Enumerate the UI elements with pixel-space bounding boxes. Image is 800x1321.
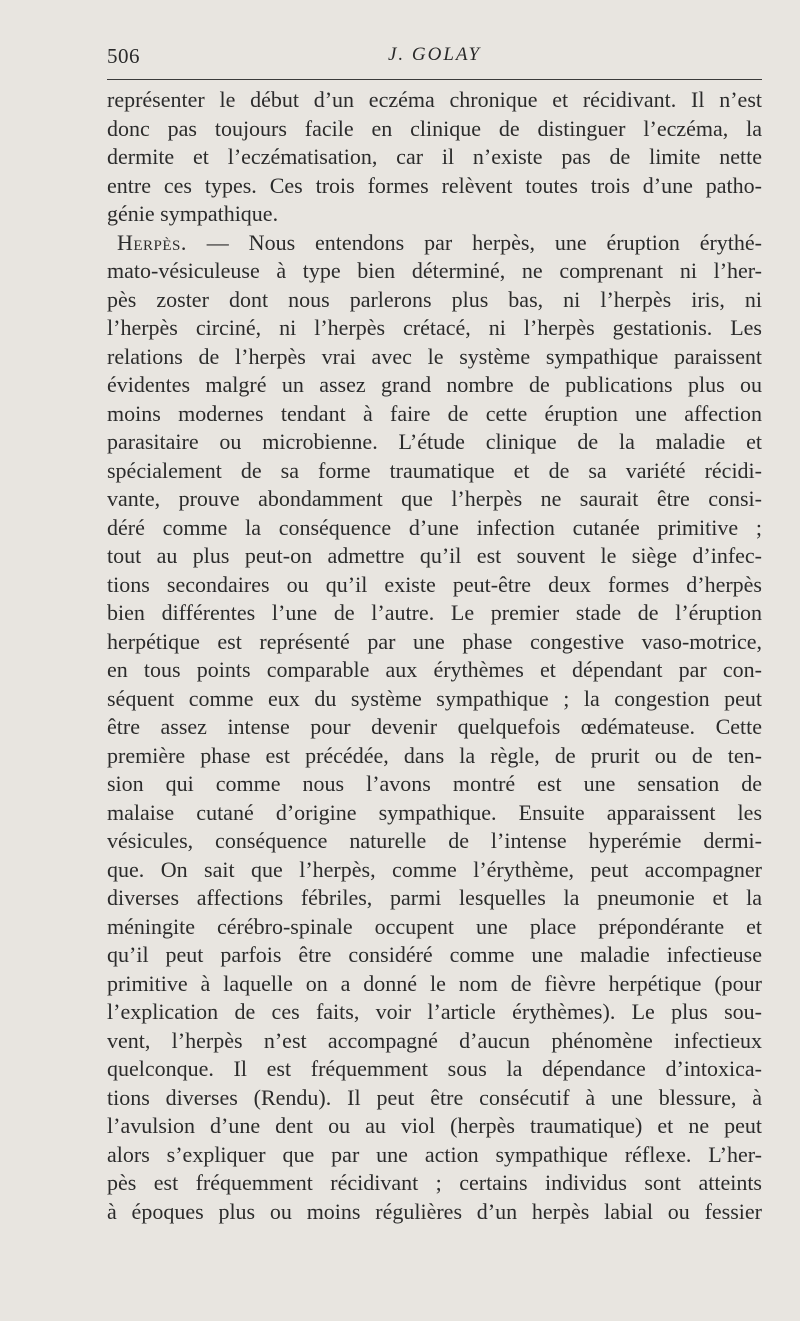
header-rule bbox=[107, 79, 762, 80]
text-line: primitive à laquelle on a donné le nom de fièvre herpétique (pour bbox=[107, 970, 762, 996]
text-line: alors s’expliquer que par une action sympathique réflexe. L’her- bbox=[107, 1141, 762, 1167]
text-line: l’avulsion d’une dent ou au viol (herpès traumatique) et ne peut bbox=[107, 1113, 762, 1138]
text-line: malaise cutané d’origine sympathique. Ensuite apparaissent les bbox=[107, 799, 762, 825]
text-line: l’herpès circiné, ni l’herpès crétacé, ni l’herpès gestationis. Les bbox=[107, 315, 762, 340]
text-line: entre ces types. Ces trois formes relèvent toutes trois d’une patho- bbox=[107, 172, 762, 198]
text-line: l’explication de ces faits, voir l’article érythèmes). Le plus sou- bbox=[107, 999, 762, 1024]
section-first-line bbox=[107, 229, 762, 258]
text-line: diverses affections fébriles, parmi lesquelles la pneumonie et la bbox=[107, 885, 762, 910]
text-line: génie sympathique. bbox=[107, 201, 279, 226]
text-line: être assez intense pour devenir quelquefois œdémateuse. Cette bbox=[107, 714, 762, 739]
text-line: sion qui comme nous l’avons montré est une sensation de bbox=[107, 771, 762, 796]
text-line: bien différentes l’une de l’autre. Le premier stade de l’éruption bbox=[107, 600, 762, 625]
text-line: relations de l’herpès vrai avec le système sympathique paraissent bbox=[107, 343, 762, 369]
text-line: vante, prouve abondamment que l’herpès ne saurait être consi- bbox=[107, 486, 762, 511]
text-line: représenter le début d’un eczéma chronique et récidivant. Il n’est bbox=[107, 87, 762, 112]
text-line: tions secondaires ou qu’il existe peut-être deux formes d’herpès bbox=[107, 571, 762, 597]
text-line: moins modernes tendant à faire de cette éruption une affection bbox=[107, 400, 762, 426]
text-line: parasitaire ou microbienne. L’étude clinique de la maladie et bbox=[107, 429, 762, 454]
text-line: quelconque. Il est fréquemment sous la dépendance d’intoxica- bbox=[107, 1056, 762, 1081]
text-line: mato-vésiculeuse à type bien déterminé, ne comprenant ni l’her- bbox=[107, 258, 762, 283]
text-line: herpétique est représenté par une phase congestive vaso-motrice, bbox=[107, 628, 762, 654]
text-line: tout au plus peut-on admettre qu’il est souvent le siège d’infec- bbox=[107, 543, 762, 568]
page-number: 506 bbox=[107, 44, 140, 68]
running-head: J. GOLAY bbox=[387, 44, 482, 65]
text-line-part: — Nous entendons par herpès, une éruption érythé- bbox=[206, 229, 762, 255]
text-line: méningite cérébro-spinale occupent une place prépondérante et bbox=[107, 913, 762, 939]
text-line: en tous points comparable aux érythèmes et dépendant par con- bbox=[107, 657, 762, 682]
text-line: séquent comme eux du système sympathique ; la congestion peut bbox=[107, 685, 762, 711]
text-line: évidentes malgré un assez grand nombre de publications plus ou bbox=[107, 372, 762, 397]
text-line: spécialement de sa forme traumatique et de sa variété récidi- bbox=[107, 457, 762, 483]
text-line: dermite et l’eczématisation, car il n’existe pas de limite nette bbox=[107, 144, 762, 169]
body-text bbox=[107, 86, 762, 1226]
text-line: pès zoster dont nous parlerons plus bas, ni l’herpès iris, ni bbox=[107, 286, 762, 312]
text-line: première phase est précédée, dans la règle, de prurit ou de ten- bbox=[107, 742, 762, 768]
text-line: vésicules, conséquence naturelle de l’intense hyperémie dermi- bbox=[107, 828, 762, 853]
text-line: qu’il peut parfois être considéré comme une maladie infectieuse bbox=[107, 942, 762, 967]
text-line: donc pas toujours facile en clinique de distinguer l’eczéma, la bbox=[107, 115, 762, 141]
text-line: vent, l’herpès n’est accompagné d’aucun phénomène infectieux bbox=[107, 1027, 762, 1053]
page-header bbox=[107, 44, 762, 68]
section-heading: Herpès. bbox=[117, 229, 187, 255]
text-line: pès est fréquemment récidivant ; certains individus sont atteints bbox=[107, 1170, 762, 1195]
text-line: déré comme la conséquence d’une infection cutanée primitive ; bbox=[107, 514, 762, 540]
text-line: à époques plus ou moins régulières d’un herpès labial ou fessier bbox=[107, 1198, 762, 1224]
text-line: tions diverses (Rendu). Il peut être consécutif à une blessure, à bbox=[107, 1084, 762, 1110]
text-line: que. On sait que l’herpès, comme l’érythème, peut accompagner bbox=[107, 856, 762, 882]
